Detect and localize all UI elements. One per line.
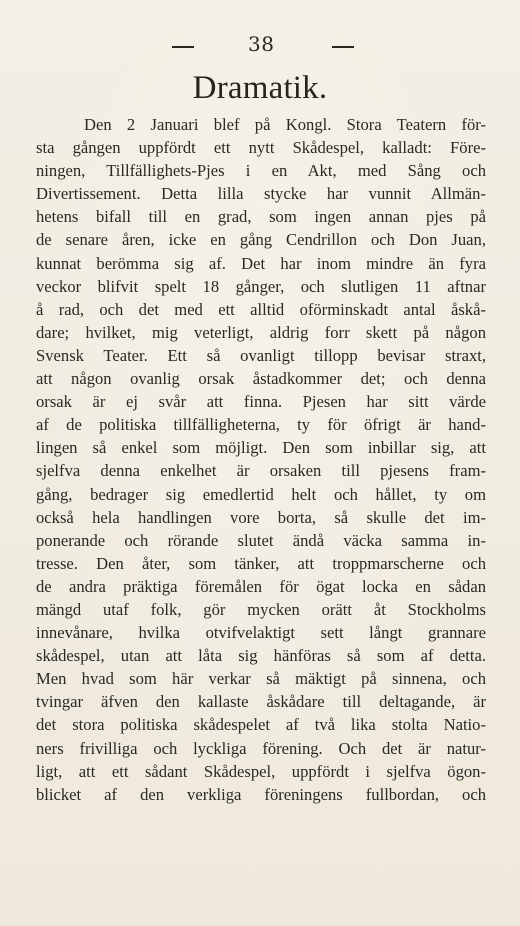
- text-line: ponerande och rörande slutet ändå väcka samma in-: [36, 530, 486, 550]
- text-line: Men hvad som här verkar så mäktigt på sinnena, och: [36, 669, 486, 689]
- body-text: [36, 113, 486, 806]
- text-line: Divertissement. Detta lilla stycke har vunnit Allmän-: [36, 184, 486, 204]
- text-line: af de politiska tillfälligheterna, ty för öfrigt är hand-: [36, 415, 486, 435]
- text-line: de andra präktiga föremålen för ögat locka en sådan: [36, 576, 486, 596]
- text-line: Svensk Teater. Ett så ovanligt tillopp bevisar straxt,: [36, 345, 486, 365]
- text-line: blicket af den verkliga föreningens fullbordan, och: [36, 784, 486, 804]
- text-line: dare; hvilket, mig veterligt, aldrig forr skett på någon: [36, 322, 486, 342]
- text-line: det stora politiska skådespelet af två lika stolta Natio-: [36, 715, 486, 735]
- text-line: att någon ovanlig orsak åstadkommer det; och denna: [36, 369, 486, 389]
- header-dash-right: [332, 46, 354, 48]
- text-line: de senare åren, icke en gång Cendrillon och Don Juan,: [36, 230, 486, 250]
- text-line: innevånare, hvilka otvifvelaktigt sett långt grannare: [36, 623, 486, 643]
- text-line: ners frivilliga och lyckliga förening. Och det är natur-: [36, 738, 486, 758]
- header-dash-left: [172, 46, 194, 48]
- text-line: också hela handlingen vore borta, så skulle det im-: [36, 507, 486, 527]
- text-line: veckor blifvit spelt 18 gånger, och slutligen 11 aftnar: [36, 276, 486, 296]
- text-line: kunnat berömma sig af. Det har inom mindre än fyra: [36, 253, 486, 273]
- text-line: lingen så enkel som möjligt. Den som inbillar sig, att: [36, 438, 486, 458]
- text-line: Den 2 Januari blef på Kongl. Stora Teatern för-: [84, 115, 486, 134]
- text-line: ningen, Tillfällighets-Pjes i en Akt, med Sång och: [36, 161, 486, 181]
- text-line: gång, bedrager sig emedlertid helt och hållet, ty om: [36, 484, 486, 504]
- text-line: skådespel, utan att låta sig hänföras så som af detta.: [36, 646, 486, 666]
- text-line: orsak är ej svår att finna. Pjesen har sitt värde: [36, 392, 486, 412]
- text-line: å rad, och det med ett alltid oförminskadt antal åskå-: [36, 299, 486, 319]
- text-line: hetens bifall till en grad, som ingen annan pjes på: [36, 207, 486, 227]
- page-header: [0, 28, 520, 68]
- text-line: sjelfva denna enkelhet är orsaken till pjesens fram-: [36, 461, 486, 481]
- text-line: tvingar äfven den kallaste åskådare till deltagande, är: [36, 692, 486, 712]
- text-line: mängd utaf folk, gör mycken orätt åt Stockholms: [36, 599, 486, 619]
- text-line: tresse. Den åter, som tänker, att troppmarscherne och: [36, 553, 486, 573]
- text-line: ligt, att ett sådant Skådespel, uppfördt i sjelfva ögon-: [36, 761, 486, 781]
- page-number: 38: [248, 32, 275, 56]
- text-line: sta gången uppfördt ett nytt Skådespel, kalladt: Före-: [36, 138, 486, 158]
- section-title: Dramatik.: [192, 70, 328, 106]
